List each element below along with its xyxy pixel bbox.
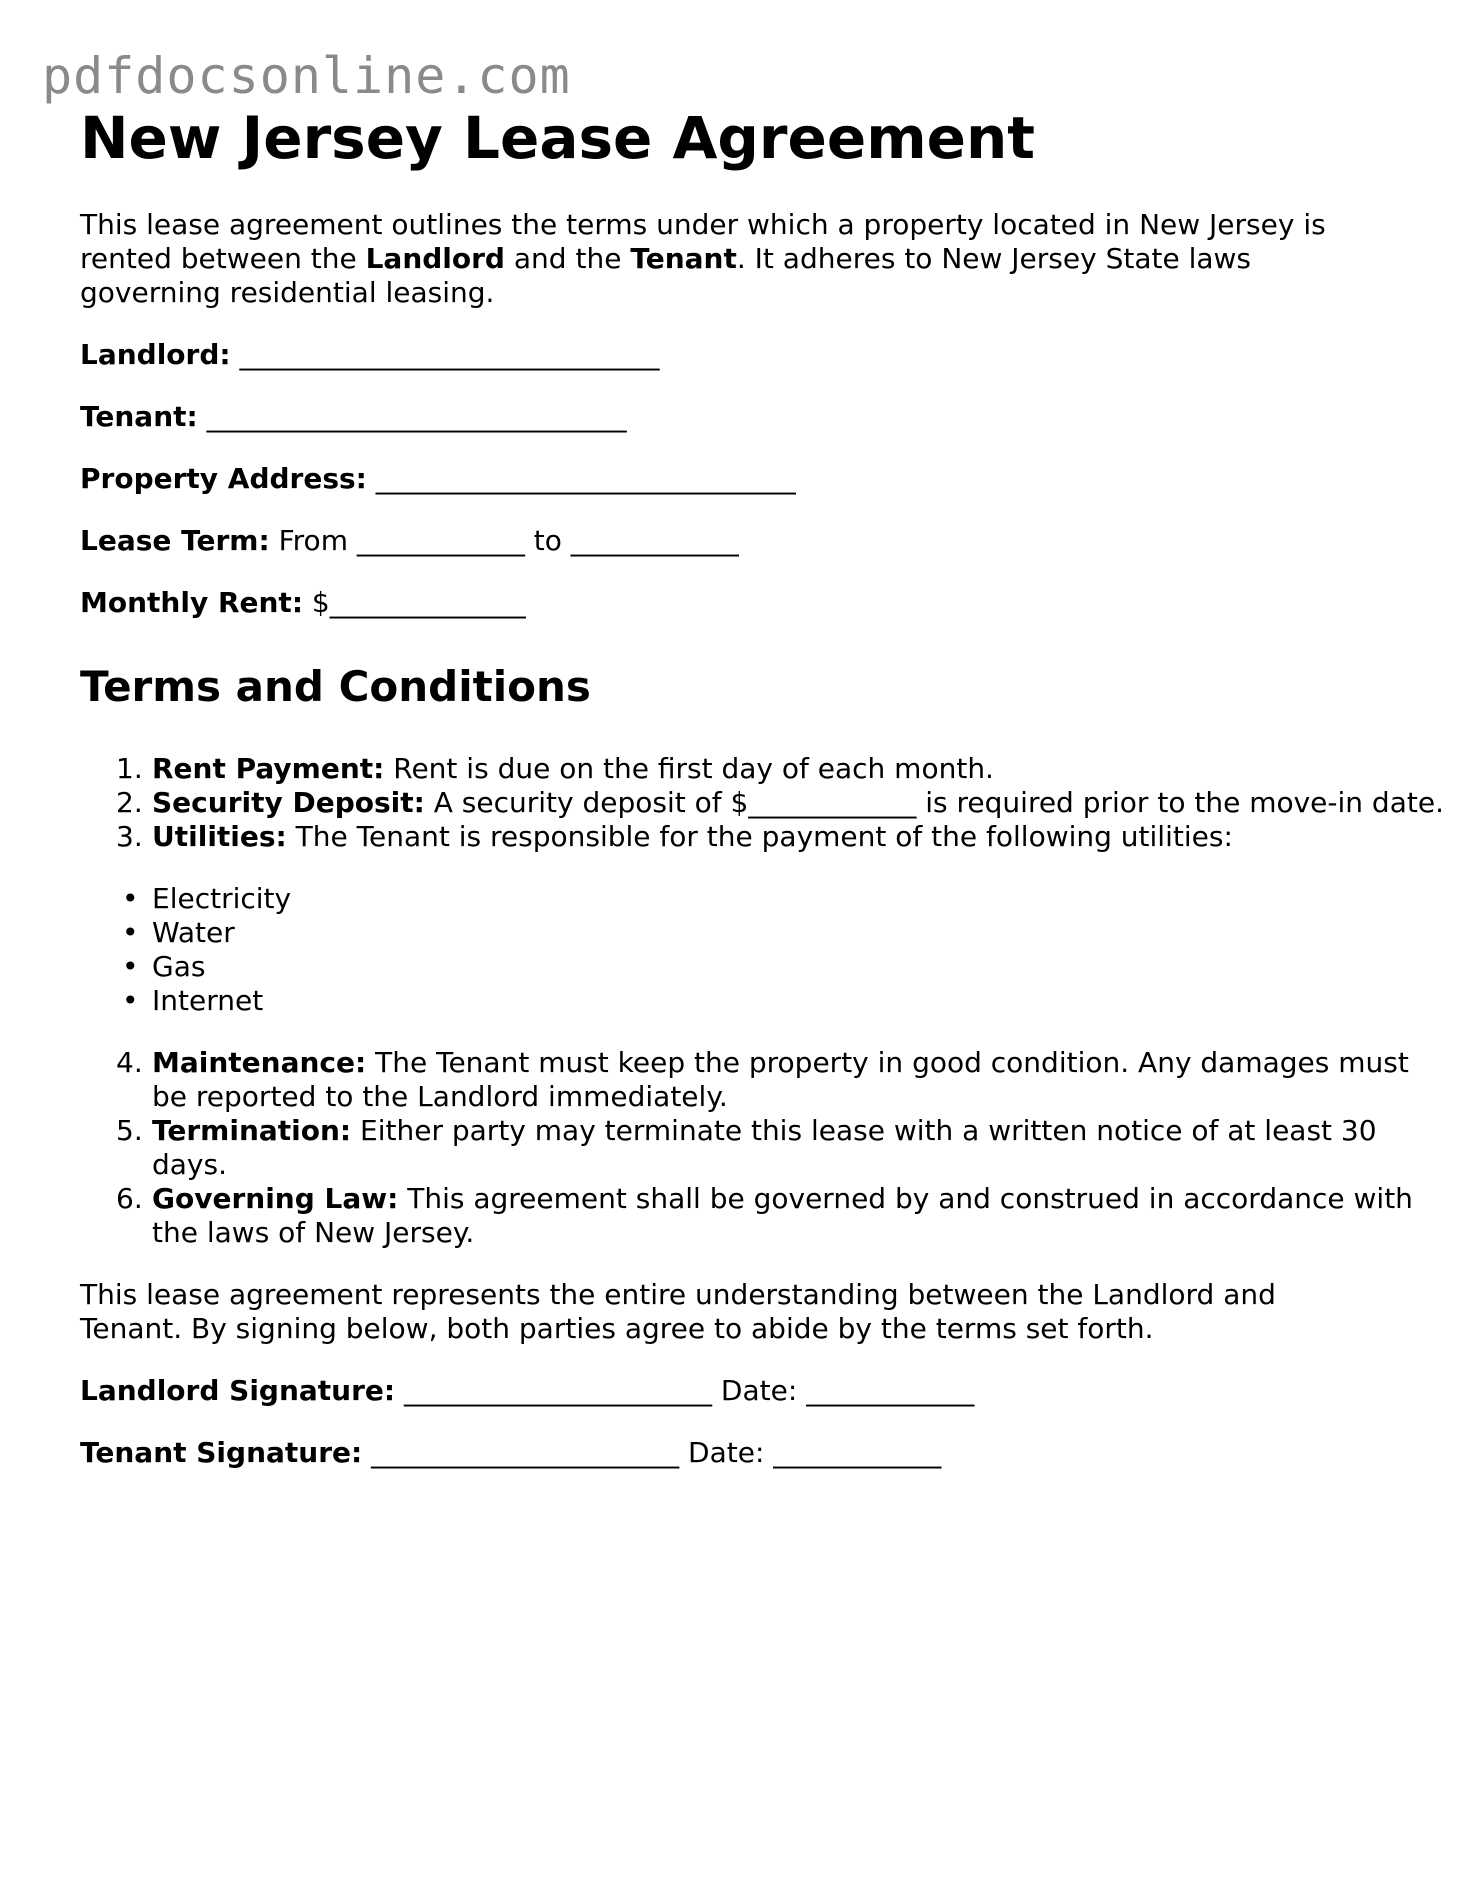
utility-item-water [80, 916, 1452, 950]
tenant-date-blank[interactable]: ____________ [773, 1436, 942, 1469]
document-title: New Jersey Lease Agreement [80, 104, 1035, 172]
landlord-date-blank[interactable]: ____________ [806, 1374, 975, 1407]
tenant-label: Tenant: [80, 400, 198, 433]
property-address-blank[interactable]: ______________________________ [375, 462, 796, 495]
lease-term-from-blank[interactable]: ____________ [356, 524, 525, 557]
utility-text: Electricity [152, 882, 292, 915]
watermark: pdfdocsonline.com [42, 47, 571, 105]
tenant-field [80, 400, 1380, 434]
term-item-rent-payment [80, 752, 1452, 786]
term-number: 4. [116, 1046, 143, 1079]
tenant-signature-blank[interactable]: ______________________ [371, 1436, 680, 1469]
tenant-date-label: Date: [688, 1436, 765, 1469]
intro-text-1: This lease agreement outlines the terms under which a property located in New Jersey is rented between the [80, 208, 1326, 275]
term-number: 3. [116, 820, 143, 853]
property-address-field [80, 462, 1380, 496]
terms-heading: Terms and Conditions [80, 662, 591, 711]
lease-term-to-blank[interactable]: ____________ [570, 524, 739, 557]
landlord-signature-field [80, 1374, 1380, 1408]
tenant-signature-label: Tenant Signature: [80, 1436, 363, 1469]
monthly-rent-label: Monthly Rent: [80, 586, 304, 619]
intro-text-2: and the [504, 242, 631, 275]
lease-term-to: to [533, 524, 562, 557]
lease-term-field [80, 524, 1380, 558]
property-address-label: Property Address: [80, 462, 367, 495]
intro-text-3: . It adheres to New Jersey State laws governing residential leasing. [80, 242, 1252, 309]
landlord-signature-blank[interactable]: ______________________ [404, 1374, 713, 1407]
lease-term-from: From [278, 524, 348, 557]
landlord-field [80, 338, 1380, 372]
term-label: Security Deposit: [152, 786, 425, 819]
landlord-blank[interactable]: ______________________________ [239, 338, 660, 371]
utility-item-gas [80, 950, 1452, 984]
term-item-governing-law [80, 1182, 1452, 1250]
lease-term-label: Lease Term: [80, 524, 270, 557]
landlord-label: Landlord: [80, 338, 231, 371]
bullet-icon: • [122, 950, 139, 983]
term-text: A security deposit of $____________ is required prior to the move-in date. [424, 786, 1444, 819]
utilities-list [80, 882, 1380, 1018]
term-item-termination [80, 1114, 1452, 1182]
term-number: 1. [116, 752, 143, 785]
term-item-maintenance [80, 1046, 1452, 1114]
term-label: Maintenance: [152, 1046, 367, 1079]
term-number: 6. [116, 1182, 143, 1215]
term-text: The Tenant is responsible for the payment of the following utilities: [286, 820, 1233, 853]
landlord-date-label: Date: [720, 1374, 798, 1407]
term-label: Governing Law: [152, 1182, 399, 1215]
term-text: Rent is due on the first day of each month. [384, 752, 994, 785]
term-item-security-deposit [80, 786, 1452, 820]
term-text: Either party may terminate this lease with a written notice of at least 30 days. [152, 1114, 1377, 1181]
term-text: The Tenant must keep the property in good condition. Any damages must be reported to the Landlord immediately. [152, 1046, 1409, 1113]
term-number: 2. [116, 786, 143, 819]
monthly-rent-blank[interactable]: $______________ [311, 586, 526, 619]
term-label: Rent Payment: [152, 752, 385, 785]
tenant-signature-field [80, 1436, 1380, 1470]
closing-paragraph: This lease agreement represents the entire understanding between the Landlord and Tenant. By signing below, both parties agree to abide by the terms set forth. [80, 1278, 1276, 1345]
bullet-icon: • [122, 984, 139, 1017]
monthly-rent-field [80, 586, 1380, 620]
term-number: 5. [116, 1114, 143, 1147]
utility-text: Gas [152, 950, 206, 983]
term-item-utilities [80, 820, 1452, 854]
intro-landlord: Landlord [365, 242, 505, 275]
utility-text: Internet [152, 984, 264, 1017]
intro-tenant: Tenant [630, 242, 737, 275]
term-label: Termination: [152, 1114, 352, 1147]
bullet-icon: • [122, 882, 139, 915]
term-label: Utilities: [152, 820, 287, 853]
document-page [80, 100, 1444, 1470]
utility-text: Water [152, 916, 235, 949]
bullet-icon: • [122, 916, 139, 949]
terms-list-a [80, 752, 1444, 854]
utility-item-internet [80, 984, 1452, 1018]
intro-paragraph [80, 208, 1380, 310]
term-text: This agreement shall be governed by and construed in accordance with the laws of New Jersey. [152, 1182, 1413, 1249]
landlord-signature-label: Landlord Signature: [80, 1374, 396, 1407]
utility-item-electricity [80, 882, 1452, 916]
tenant-blank[interactable]: ______________________________ [206, 400, 627, 433]
terms-list-b [80, 1046, 1413, 1250]
